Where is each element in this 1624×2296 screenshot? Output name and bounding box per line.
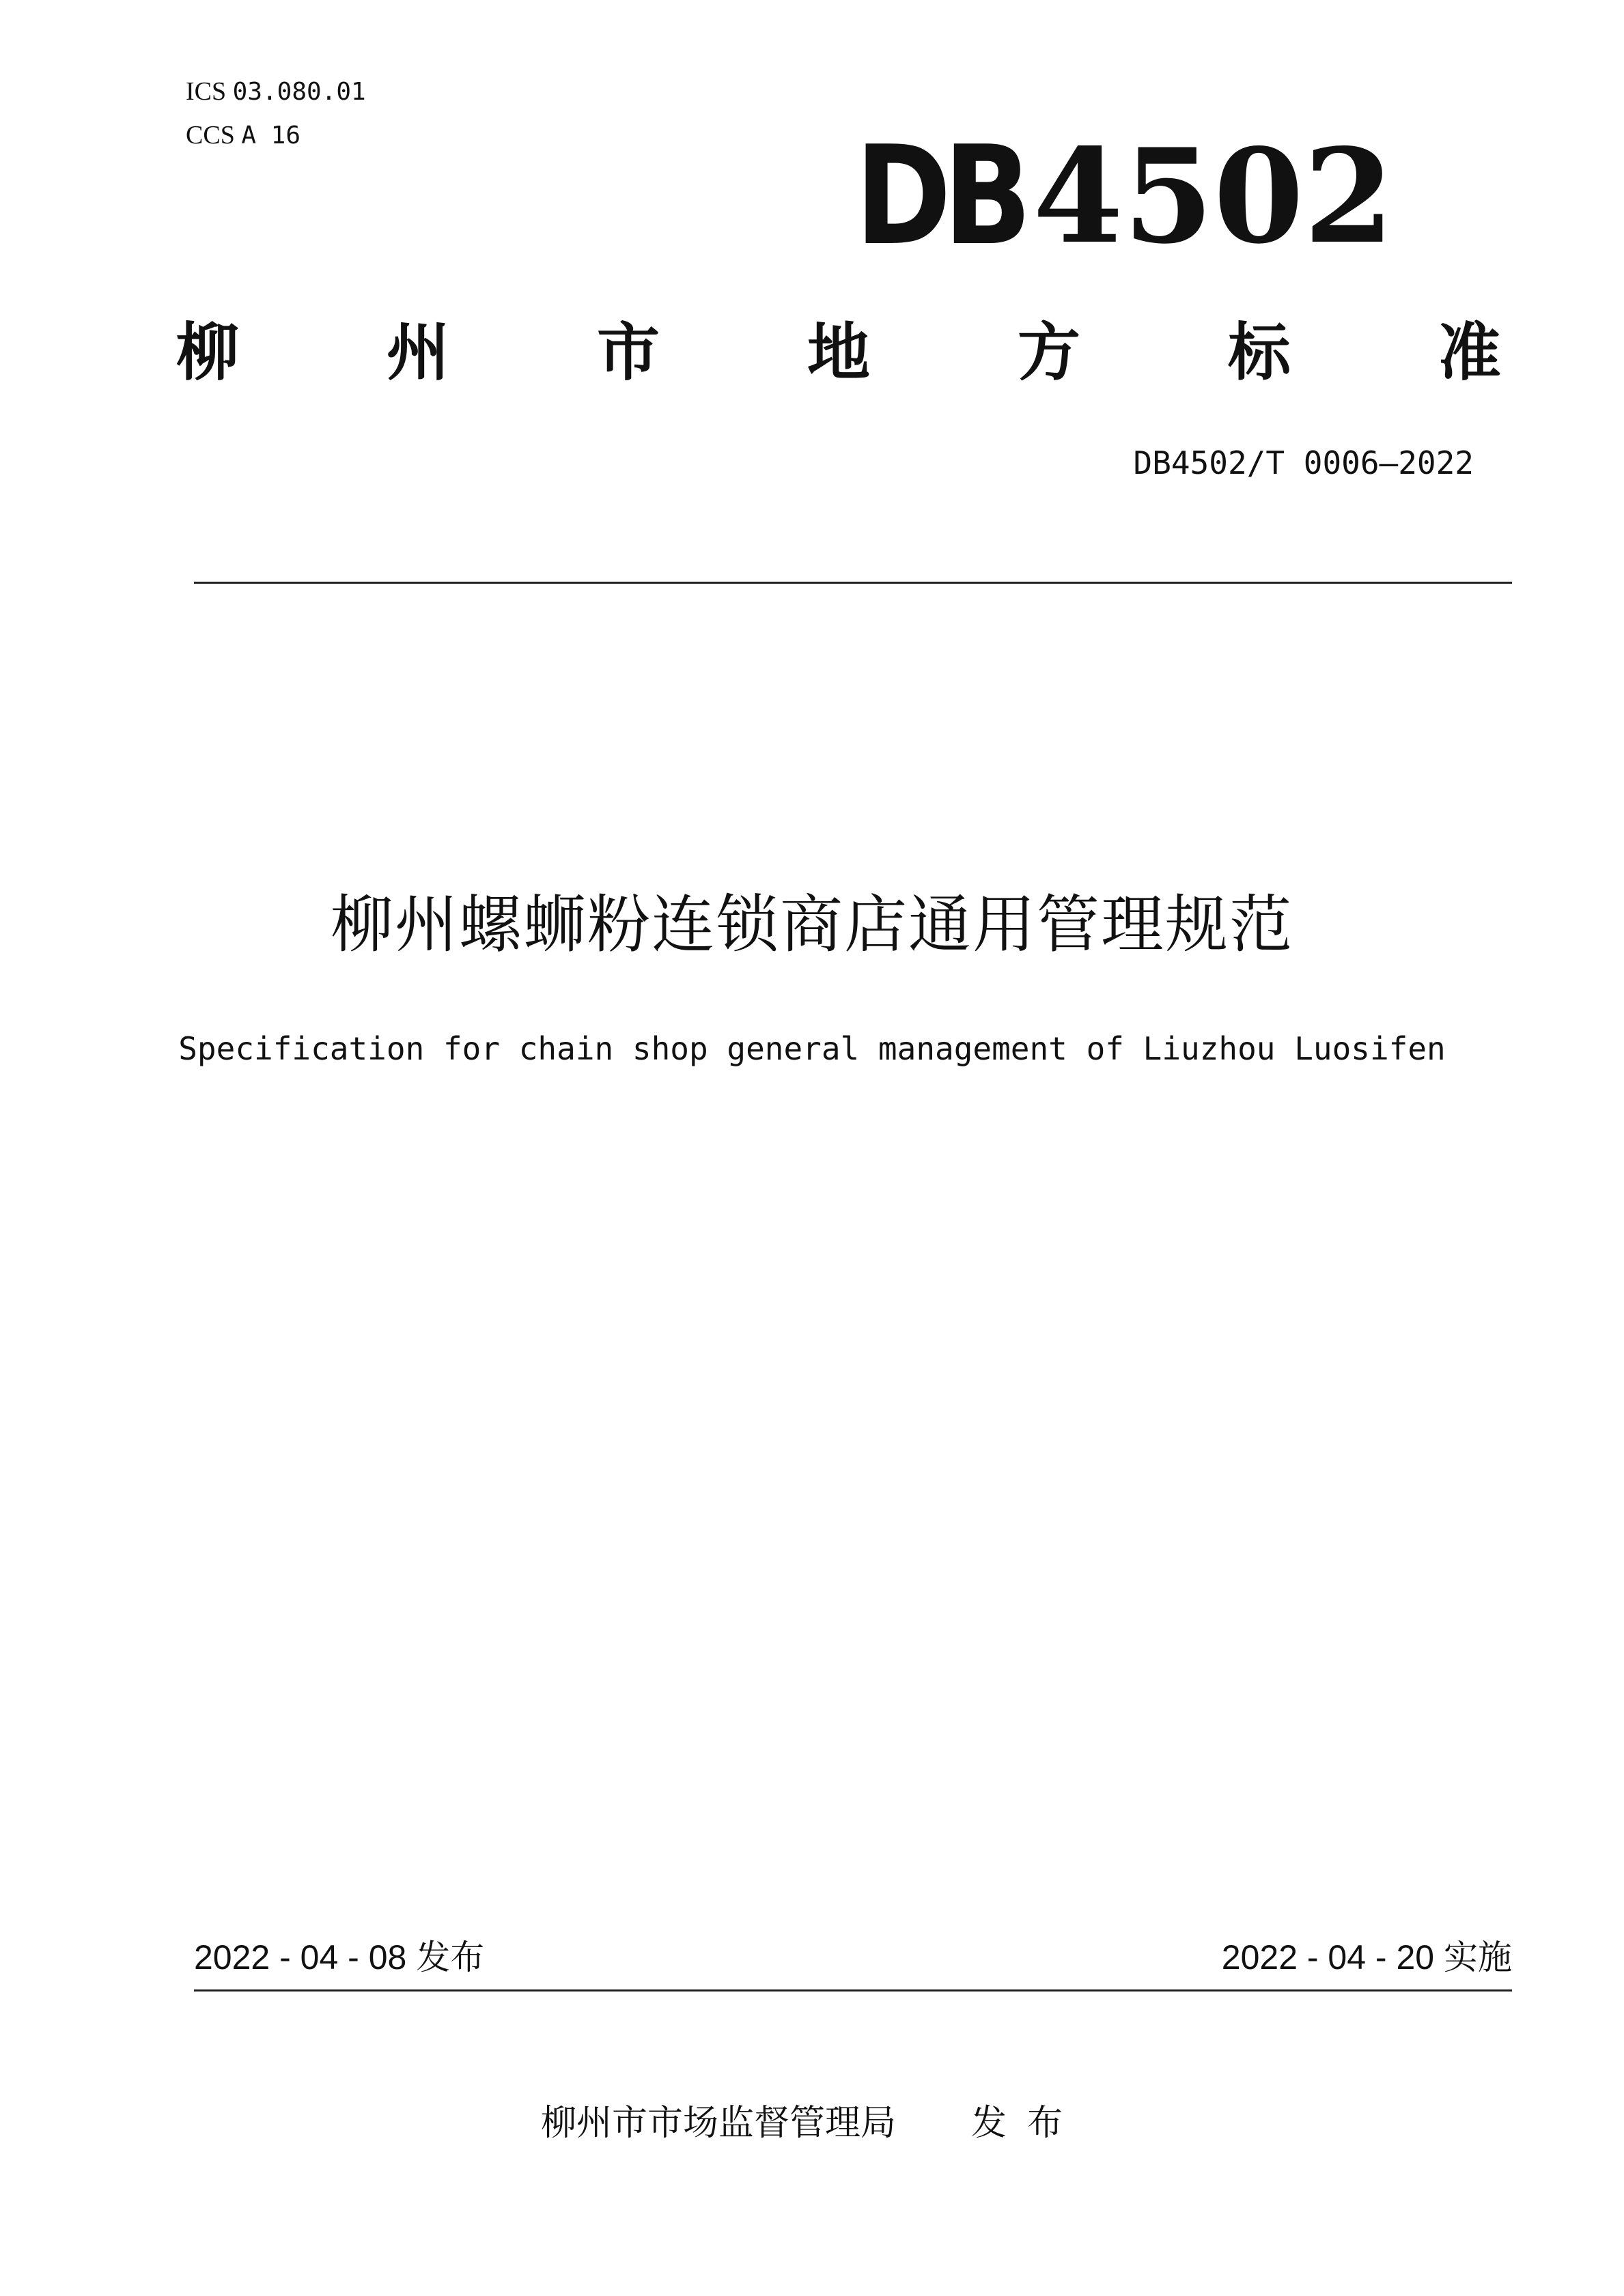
standard-type-char: 市 [596,316,660,389]
standard-type-char: 方 [1017,316,1080,389]
ccs-code: A 16 [241,122,301,150]
ccs-label: CCS [186,121,235,150]
top-divider [194,582,1512,584]
ics-code: 03.080.01 [232,78,366,106]
ccs-classification [186,120,300,151]
publish-date: 2022 - 04 - 08 发布 [194,1938,485,1976]
effective-date: 2022 - 04 - 20 实施 [1221,1938,1512,1976]
standard-number: DB4502/T 0006—2022 [1133,444,1474,481]
standard-type-char: 准 [1438,316,1501,389]
document-title-english: Specification for chain shop general management of Liuzhou Luosifen [178,1030,1446,1067]
db-logo-prefix: DB [855,117,1024,276]
standard-type-char: 州 [386,316,449,389]
ics-classification [186,76,366,107]
ics-label: ICS [186,77,227,106]
issuer-name: 柳州市市场监督管理局 [540,2103,896,2144]
standard-type-char: 地 [807,316,870,389]
standard-type-char: 柳 [176,316,240,389]
issuing-authority [0,2101,1624,2145]
issuer-action: 发布 [971,2103,1084,2144]
standard-type-heading [176,315,1501,391]
db-logo-number: 4502 [1033,120,1395,272]
standard-type-char: 标 [1227,316,1291,389]
document-title-chinese: 柳州螺蛳粉连锁商店通用管理规范 [330,888,1293,961]
bottom-divider [194,1989,1512,1992]
db-standard-logo [855,117,1395,276]
